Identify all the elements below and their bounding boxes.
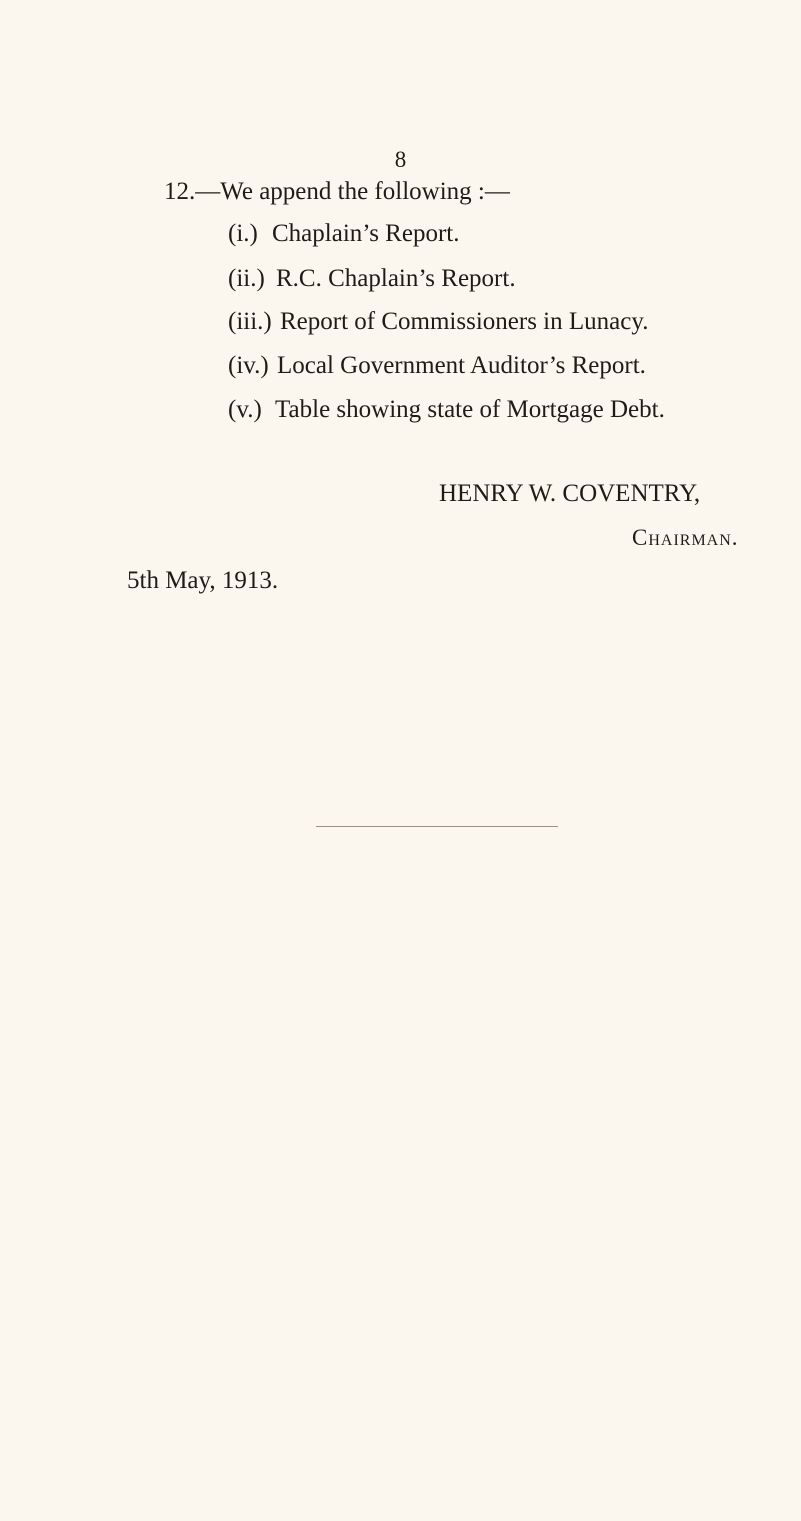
signatory-title: Chairman. xyxy=(632,525,739,550)
section-divider xyxy=(316,826,558,827)
appendix-item xyxy=(228,305,648,339)
appendix-item-title: Report of Commissioners in Lunacy. xyxy=(280,308,649,335)
appendix-item-number: (v.) xyxy=(228,396,262,423)
appendix-item-number: (iv.) xyxy=(228,352,269,379)
appendix-list xyxy=(228,0,788,1521)
appendix-item-number: (iii.) xyxy=(228,308,272,335)
appendix-item xyxy=(228,349,646,383)
appendix-item xyxy=(228,262,516,296)
document-date: 5th May, 1913. xyxy=(127,567,279,594)
appendix-item-title: Local Government Auditor’s Report. xyxy=(277,352,646,379)
appendix-item-title: R.C. Chaplain’s Report. xyxy=(276,265,516,292)
signatory-name: HENRY W. COVENTRY, xyxy=(439,480,701,507)
page-number: 8 xyxy=(394,147,407,172)
appendix-item-number: (i.) xyxy=(228,220,258,247)
appendix-item-number: (ii.) xyxy=(228,265,265,292)
paragraph-12-intro: 12.—We append the following :— xyxy=(164,178,510,205)
appendix-item-title: Chaplain’s Report. xyxy=(272,220,460,247)
appendix-item xyxy=(228,217,459,251)
appendix-item xyxy=(228,393,665,427)
appendix-item-title: Table showing state of Mortgage Debt. xyxy=(275,396,665,423)
